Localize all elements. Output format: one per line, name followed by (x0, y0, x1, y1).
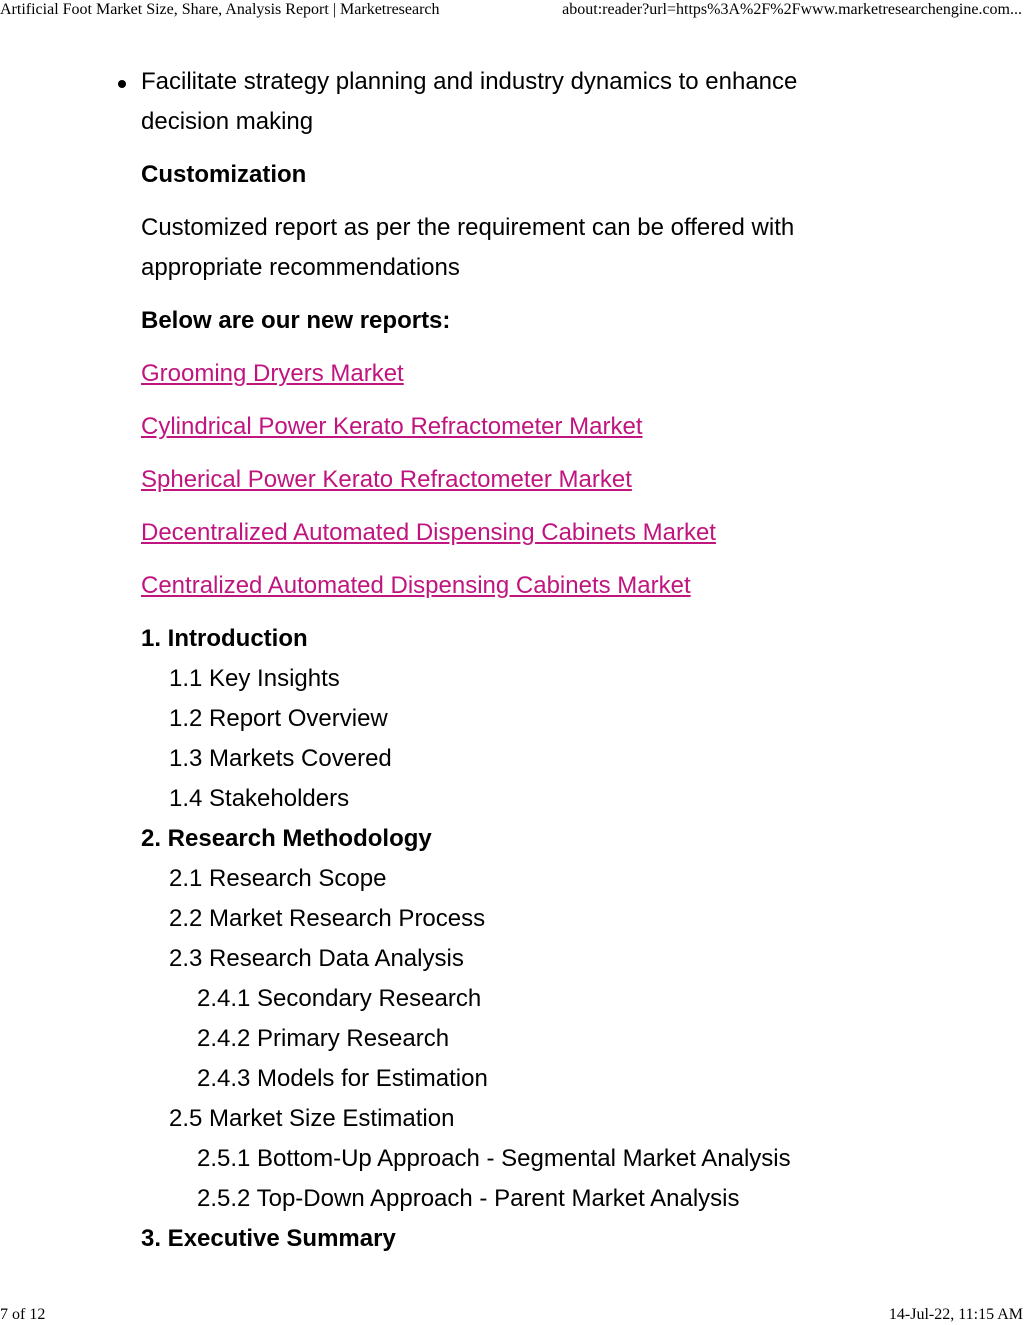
report-link-decentralized-cabinets[interactable]: Decentralized Automated Dispensing Cabinets Market (141, 519, 716, 546)
toc-item: 2.5.1 Bottom-Up Approach - Segmental Market Analysis (197, 1145, 791, 1172)
print-datetime: 14-Jul-22, 11:15 AM (888, 1306, 1023, 1323)
print-footer (0, 1306, 1024, 1324)
toc-item: 2.4.3 Models for Estimation (197, 1065, 488, 1092)
report-link-spherical-kerato[interactable]: Spherical Power Kerato Refractometer Market (141, 466, 632, 493)
toc-item: 1.4 Stakeholders (169, 785, 350, 812)
page-title: Artificial Foot Market Size, Share, Analysis Report | Marketresearch (0, 1, 440, 18)
list-item: Facilitate strategy planning and industry dynamics to enhance decision making (141, 62, 861, 142)
page-url: about:reader?url=https%3A%2F%2Fwww.marketresearchengine.com... (562, 1, 1022, 18)
toc-item: 2.3 Research Data Analysis (169, 945, 464, 972)
new-reports-heading: Below are our new reports: (141, 307, 451, 334)
toc-item: 1.1 Key Insights (169, 665, 340, 692)
benefits-list (141, 62, 861, 142)
customization-heading: Customization (141, 161, 307, 188)
report-link-centralized-cabinets[interactable]: Centralized Automated Dispensing Cabinets Market (141, 572, 691, 599)
toc-item: 2.4.2 Primary Research (197, 1025, 450, 1052)
toc-item: 2.1 Research Scope (169, 865, 387, 892)
toc-item: 3. Executive Summary (141, 1225, 396, 1252)
report-link-grooming-dryers[interactable]: Grooming Dryers Market (141, 360, 404, 387)
page-number: 7 of 12 (0, 1306, 46, 1323)
toc-item: 2.5 Market Size Estimation (169, 1105, 455, 1132)
toc-item: 2.2 Market Research Process (169, 905, 486, 932)
print-header (0, 1, 1024, 19)
toc-item: 2. Research Methodology (141, 825, 432, 852)
customization-text: Customized report as per the requirement can be offered with appropriate recommendations (141, 214, 795, 281)
toc-item: 1.3 Markets Covered (169, 745, 392, 772)
report-link-cylindrical-kerato[interactable]: Cylindrical Power Kerato Refractometer Market (141, 413, 643, 440)
toc-item: 2.4.1 Secondary Research (197, 985, 482, 1012)
toc-item: 2.5.2 Top-Down Approach - Parent Market Analysis (197, 1185, 740, 1212)
toc-item: 1. Introduction (141, 625, 308, 652)
toc-item: 1.2 Report Overview (169, 705, 388, 732)
article-body (141, 62, 861, 1259)
table-of-contents (141, 619, 861, 1259)
